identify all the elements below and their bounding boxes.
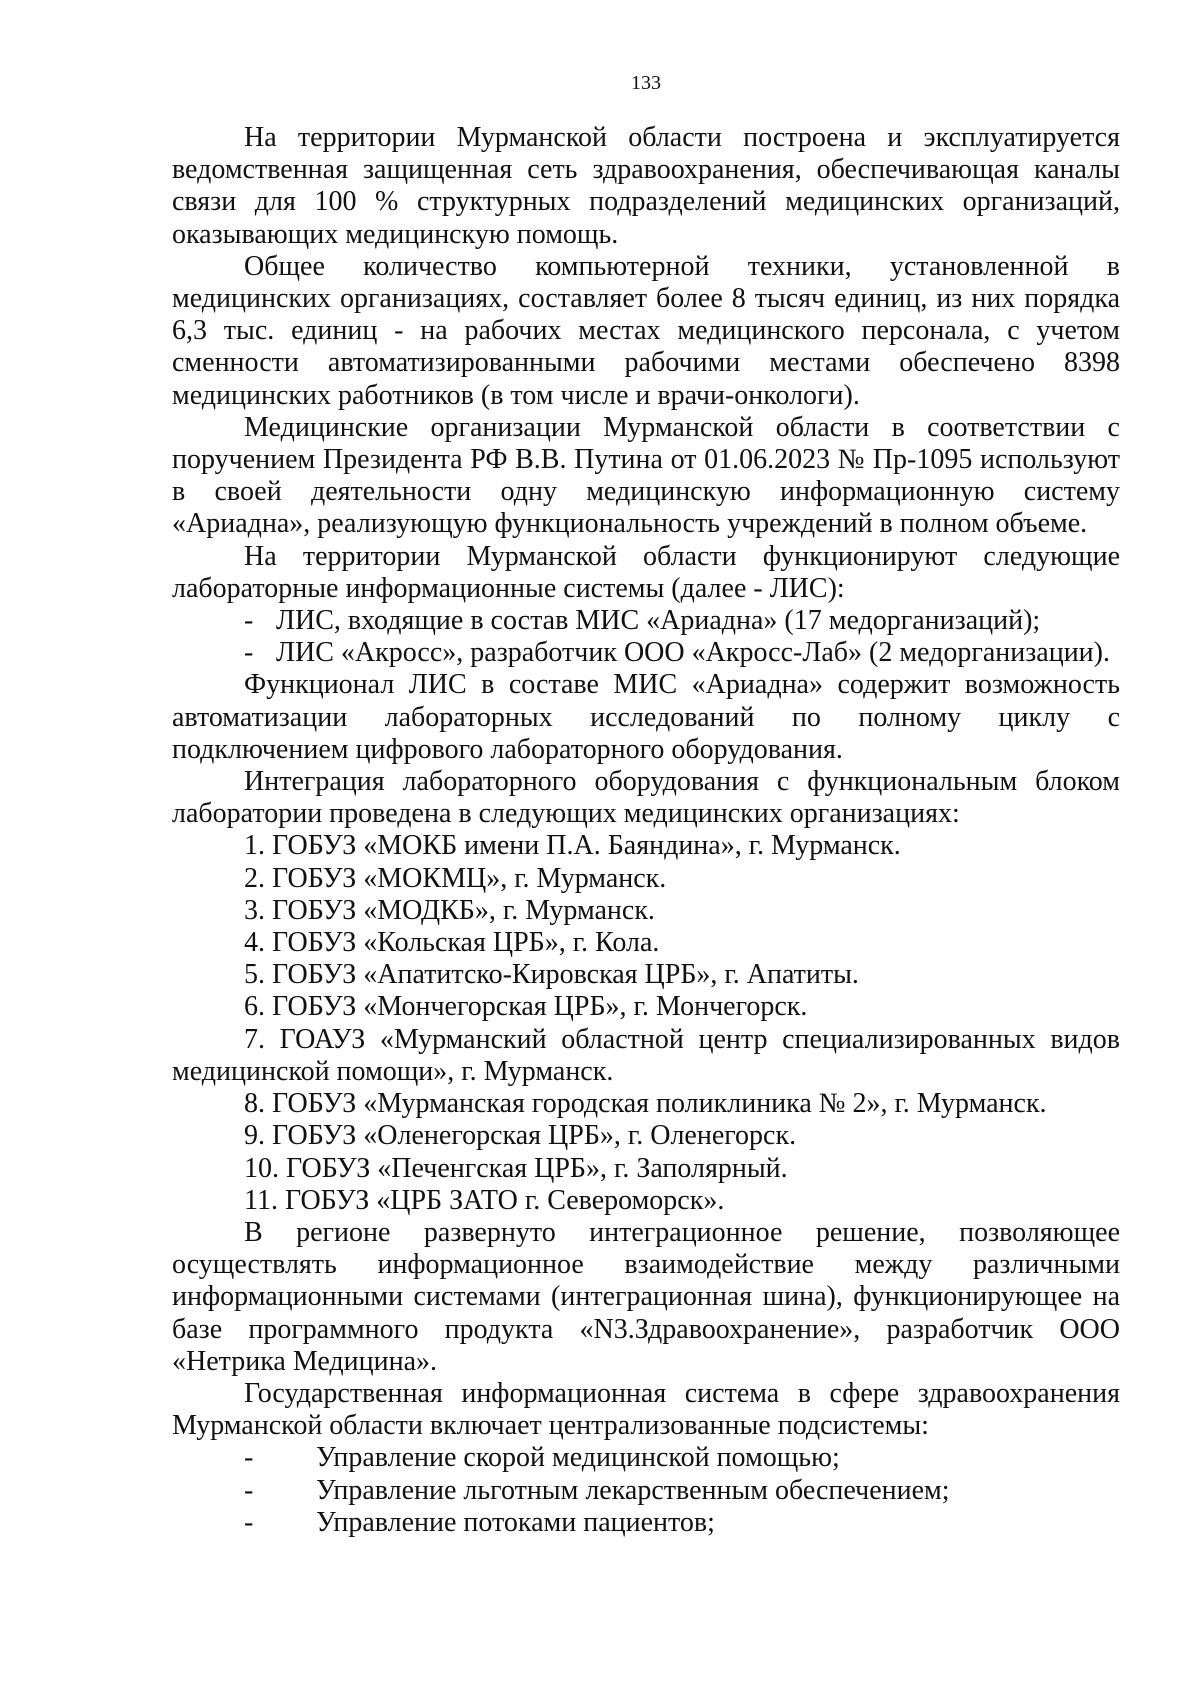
organization-item: 1. ГОБУЗ «МОКБ имени П.А. Баяндина», г. Мурманск.	[244, 830, 901, 862]
organization-item: 11. ГОБУЗ «ЦРБ ЗАТО г. Североморск».	[244, 1184, 725, 1216]
subsystem-text: Управление скорой медицинской помощью;	[316, 1442, 840, 1474]
subsystem-text: Управление льготным лекарственным обеспечением;	[316, 1474, 950, 1506]
organization-item: 4. ГОБУЗ «Кольская ЦРБ», г. Кола.	[244, 927, 660, 959]
dash-marker: -	[244, 1474, 254, 1506]
list-item-text: ЛИС, входящие в состав МИС «Ариадна» (17 медорганизаций);	[276, 605, 1041, 637]
paragraph: На территории Мурманской области функционируют следующие лабораторные информационные системы (далее - ЛИС):	[172, 540, 1120, 604]
paragraph: Медицинские организации Мурманской области в соответствии с поручением Президента РФ В.В. Путина от 01.06.2023 № Пр-1095 используют в своей деятельности одну медицинскую информационную систему «Ариадна», реализующую функциональность учреждений в полном объеме.	[172, 411, 1120, 540]
paragraph: Общее количество компьютерной техники, установленной в медицинских организациях, составляет более 8 тысяч единиц, из них порядка 6,3 тыс. единиц - на рабочих местах медицинского персонала, с учетом сменности автоматизированными рабочими местами обеспечено 8398 медицинских работников (в том числе и врачи-онкологи).	[172, 250, 1120, 411]
organization-item: 7. ГОАУЗ «Мурманский областной центр специализированных видов медицинской помощи», г. Мурманск.	[172, 1023, 1120, 1087]
dash-marker: -	[244, 605, 254, 637]
subsystem-item	[172, 1475, 1120, 1507]
organization-item: 9. ГОБУЗ «Оленегорская ЦРБ», г. Оленегорск.	[244, 1120, 797, 1152]
organization-item: 5. ГОБУЗ «Апатитско-Кировская ЦРБ», г. Апатиты.	[244, 959, 859, 991]
list-item	[172, 637, 1120, 669]
organization-item: 8. ГОБУЗ «Мурманская городская поликлиника № 2», г. Мурманск.	[244, 1088, 1047, 1120]
page-number: 133	[631, 72, 661, 94]
document-body	[172, 122, 1120, 1539]
subsystem-item	[172, 1507, 1120, 1539]
subsystem-text: Управление потоками пациентов;	[316, 1506, 715, 1538]
dash-marker: -	[244, 1506, 254, 1538]
subsystem-item	[172, 1442, 1120, 1474]
list-item-text: ЛИС «Акросс», разработчик ООО «Акросс-Лаб» (2 медорганизации).	[276, 637, 1110, 669]
paragraph: На территории Мурманской области построена и эксплуатируется ведомственная защищенная сеть здравоохранения, обеспечивающая каналы связи для 100 % структурных подразделений медицинских организаций, оказывающих медицинскую помощь.	[172, 122, 1120, 250]
organization-item: 2. ГОБУЗ «МОКМЦ», г. Мурманск.	[244, 862, 667, 894]
organization-item: 10. ГОБУЗ «Печенгская ЦРБ», г. Заполярный.	[244, 1152, 788, 1184]
organization-item: 6. ГОБУЗ «Мончегорская ЦРБ», г. Мончегорск.	[244, 991, 808, 1023]
paragraph: Функционал ЛИС в составе МИС «Ариадна» содержит возможность автоматизации лабораторных исследований по полному циклу с подключением цифрового лабораторного оборудования.	[172, 669, 1120, 765]
list-item	[172, 605, 1120, 637]
dash-marker: -	[244, 1442, 254, 1474]
paragraph: Государственная информационная система в сфере здравоохранения Мурманской области включает централизованные подсистемы:	[172, 1377, 1120, 1442]
paragraph: В регионе развернуто интеграционное решение, позволяющее осуществлять информационное взаимодействие между различными информационными системами (интеграционная шина), функционирующее на базе программного продукта «N3.Здравоохранение», разработчик ООО «Нетрика Медицина».	[172, 1216, 1120, 1377]
dash-marker: -	[244, 637, 254, 669]
organization-item: 3. ГОБУЗ «МОДКБ», г. Мурманск.	[244, 894, 655, 926]
paragraph: Интеграция лабораторного оборудования с функциональным блоком лаборатории проведена в следующих медицинских организациях:	[172, 766, 1120, 830]
